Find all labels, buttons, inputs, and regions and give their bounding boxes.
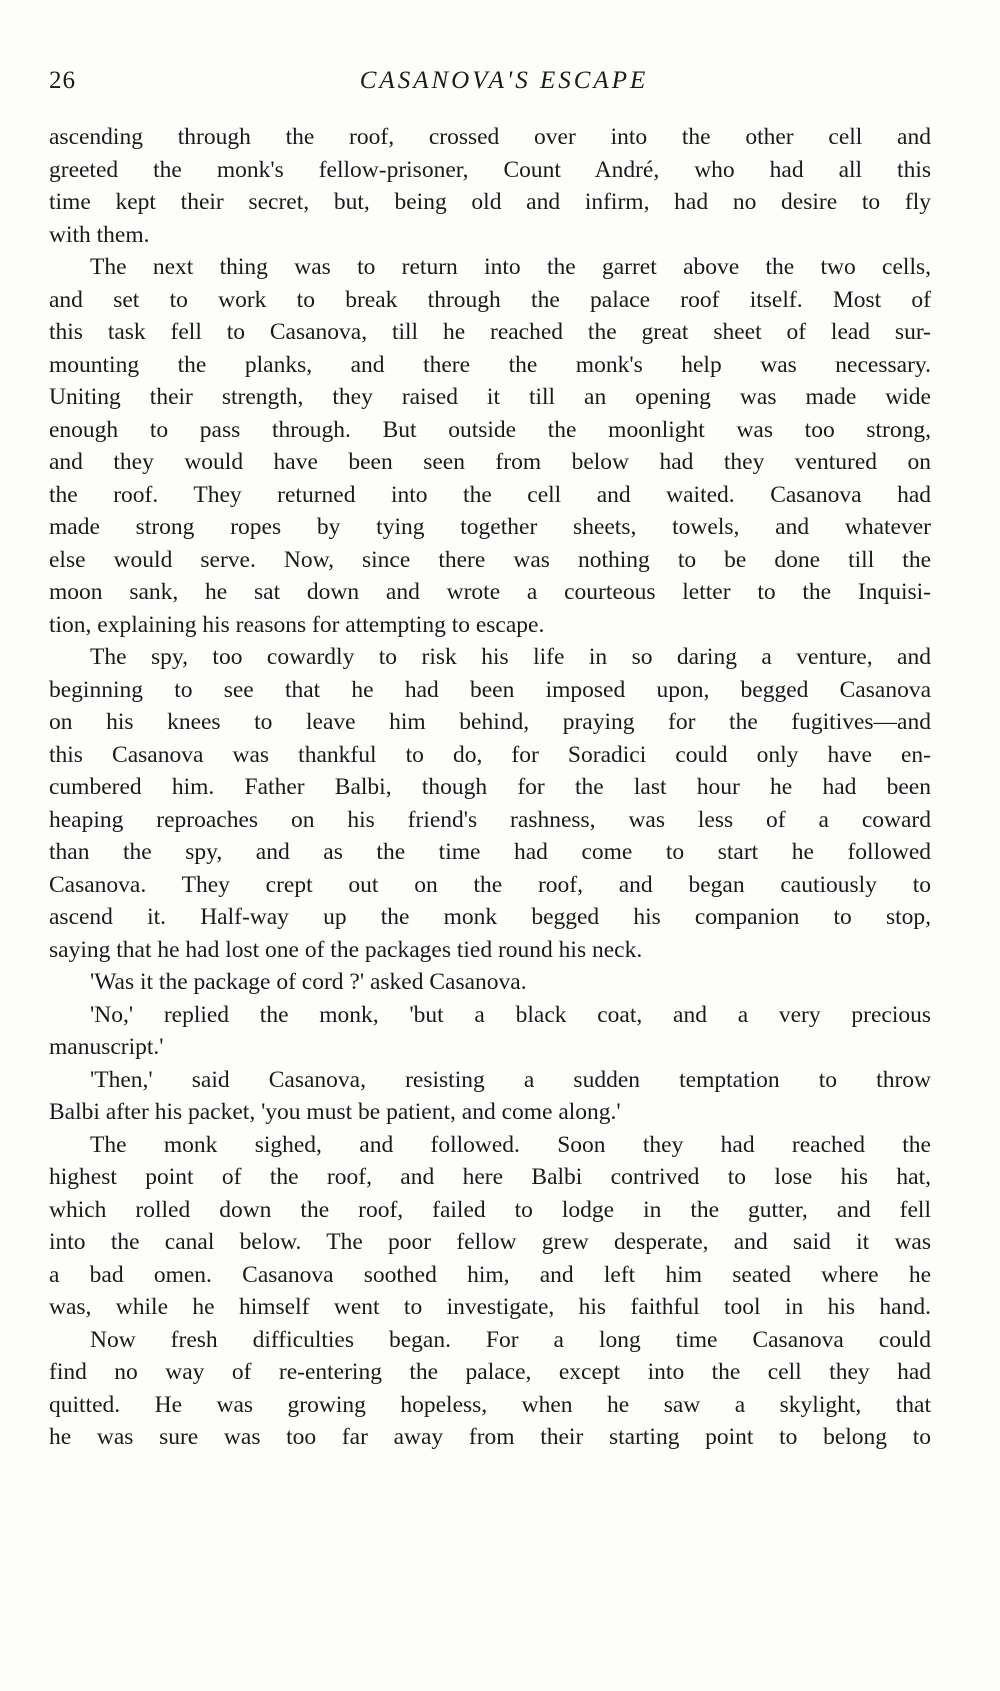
running-title: CASANOVA'S ESCAPE [359,67,649,94]
text-line: was, while he himself went to investigate, his faithful tool in his hand. [49,1294,931,1320]
page-header [49,66,929,106]
text-line: made strong ropes by tying together sheets, towels, and whatever [49,514,931,540]
text-line: find no way of re-entering the palace, except into the cell they had [49,1359,931,1385]
text-line: ascending through the roof, crossed over into the other cell and [49,124,931,150]
text-line: Uniting their strength, they raised it till an opening was made wide [49,384,931,410]
text-line: a bad omen. Casanova soothed him, and left him seated where he [49,1261,931,1288]
text-line: heaping reproaches on his friend's rashness, was less of a coward [49,806,931,833]
text-line: tion, explaining his reasons for attempting to escape. [49,611,545,638]
page-number: 26 [49,67,76,94]
text-line: moon sank, he sat down and wrote a courteous letter to the Inquisi- [49,579,931,605]
text-line: enough to pass through. But outside the moonlight was too strong, [49,416,931,443]
text-line: The next thing was to return into the garret above the two cells, [90,254,931,280]
text-line: with them. [49,221,150,248]
text-line: which rolled down the roof, failed to lodge in the gutter, and fell [49,1196,931,1223]
text-line: 'No,' replied the monk, 'but a black coat, and a very precious [90,1001,931,1028]
text-line: this task fell to Casanova, till he reached the great sheet of lead sur- [49,319,931,345]
text-line: Balbi after his packet, 'you must be patient, and come along.' [49,1099,621,1125]
text-line: time kept their secret, but, being old and infirm, had no desire to fly [49,189,931,215]
text-line: greeted the monk's fellow-prisoner, Count André, who had all this [49,156,931,183]
text-line: he was sure was too far away from their starting point to belong to [49,1424,931,1450]
text-line: cumbered him. Father Balbi, though for the last hour he had been [49,774,931,800]
text-line: else would serve. Now, since there was nothing to be done till the [49,546,931,573]
text-line: The spy, too cowardly to risk his life in so daring a venture, and [90,644,931,670]
text-line: on his knees to leave him behind, praying for the fugitives—and [49,709,931,735]
text-line: 'Was it the package of cord ?' asked Casanova. [90,969,527,995]
text-line: The monk sighed, and followed. Soon they had reached the [90,1131,931,1158]
text-line: Casanova. They crept out on the roof, and began cautiously to [49,871,931,898]
text-line: this Casanova was thankful to do, for Soradici could only have en- [49,741,931,768]
text-line: quitted. He was growing hopeless, when he saw a skylight, that [49,1391,931,1418]
text-line: into the canal below. The poor fellow grew desperate, and said it was [49,1229,931,1255]
text-line: mounting the planks, and there the monk's help was necessary. [49,351,931,378]
text-line: the roof. They returned into the cell and waited. Casanova had [49,481,931,508]
text-line: highest point of the roof, and here Balbi contrived to lose his hat, [49,1164,931,1190]
text-line: manuscript.' [49,1034,164,1060]
text-line: and set to work to break through the palace roof itself. Most of [49,286,931,313]
body-text [49,121,931,1454]
text-line: than the spy, and as the time had come to start he followed [49,839,931,865]
text-line: ascend it. Half-way up the monk begged his companion to stop, [49,904,931,930]
text-line: and they would have been seen from below had they ventured on [49,449,931,475]
text-line: saying that he had lost one of the packages tied round his neck. [49,936,643,963]
text-line: 'Then,' said Casanova, resisting a sudden temptation to throw [90,1066,931,1093]
text-line: beginning to see that he had been imposed upon, begged Casanova [49,676,931,703]
text-line: Now fresh difficulties began. For a long time Casanova could [90,1326,931,1353]
